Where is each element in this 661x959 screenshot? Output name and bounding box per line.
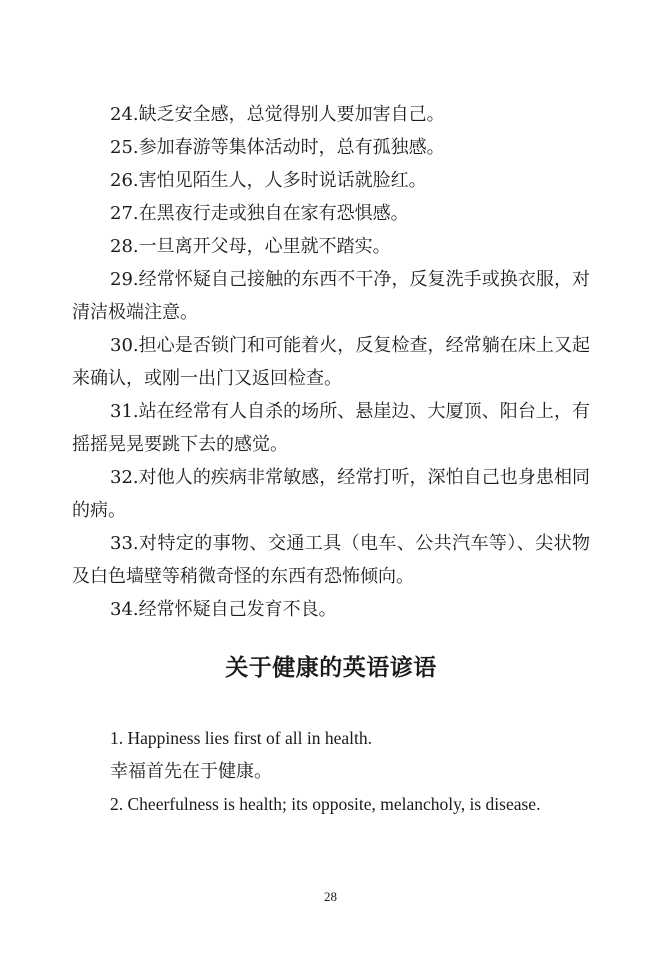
section-title: 关于健康的英语谚语 bbox=[225, 654, 437, 681]
list-item: 24.缺乏安全感，总觉得别人要加害自己。 bbox=[110, 104, 445, 125]
list-item: 25.参加春游等集体活动时，总有孤独感。 bbox=[110, 137, 445, 158]
proverb-list bbox=[72, 722, 590, 821]
list-item: 29.经常怀疑自己接触的东西不干净，反复洗手或换衣服，对清洁极端注意。 bbox=[72, 269, 590, 323]
proverb-english: 2. Cheerfulness is health; its opposite, melancholy, is disease. bbox=[110, 794, 541, 814]
list-item: 31.站在经常有人自杀的场所、悬崖边、大厦顶、阳台上，有摇摇晃晃要跳下去的感觉。 bbox=[72, 401, 590, 455]
list-item: 32.对他人的疾病非常敏感，经常打听，深怕自己也身患相同的病。 bbox=[72, 467, 590, 521]
list-item: 27.在黑夜行走或独自在家有恐惧感。 bbox=[110, 203, 409, 224]
list-item: 34.经常怀疑自己发育不良。 bbox=[110, 599, 337, 620]
list-item: 33.对特定的事物、交通工具（电车、公共汽车等）、尖状物及白色墙壁等稍微奇怪的东西有恐怖倾向。 bbox=[72, 533, 590, 587]
list-item: 26.害怕见陌生人，人多时说话就脸红。 bbox=[110, 170, 427, 191]
page-content bbox=[72, 98, 590, 821]
list-item: 30.担心是否锁门和可能着火，反复检查，经常躺在床上又起来确认，或刚一出门又返回检查。 bbox=[72, 335, 590, 389]
list-item: 28.一旦离开父母，心里就不踏实。 bbox=[110, 236, 391, 257]
proverb-translation: 幸福首先在于健康。 bbox=[110, 761, 272, 782]
page-number: 28 bbox=[324, 889, 337, 904]
proverb-english: 1. Happiness lies first of all in health. bbox=[110, 728, 372, 748]
